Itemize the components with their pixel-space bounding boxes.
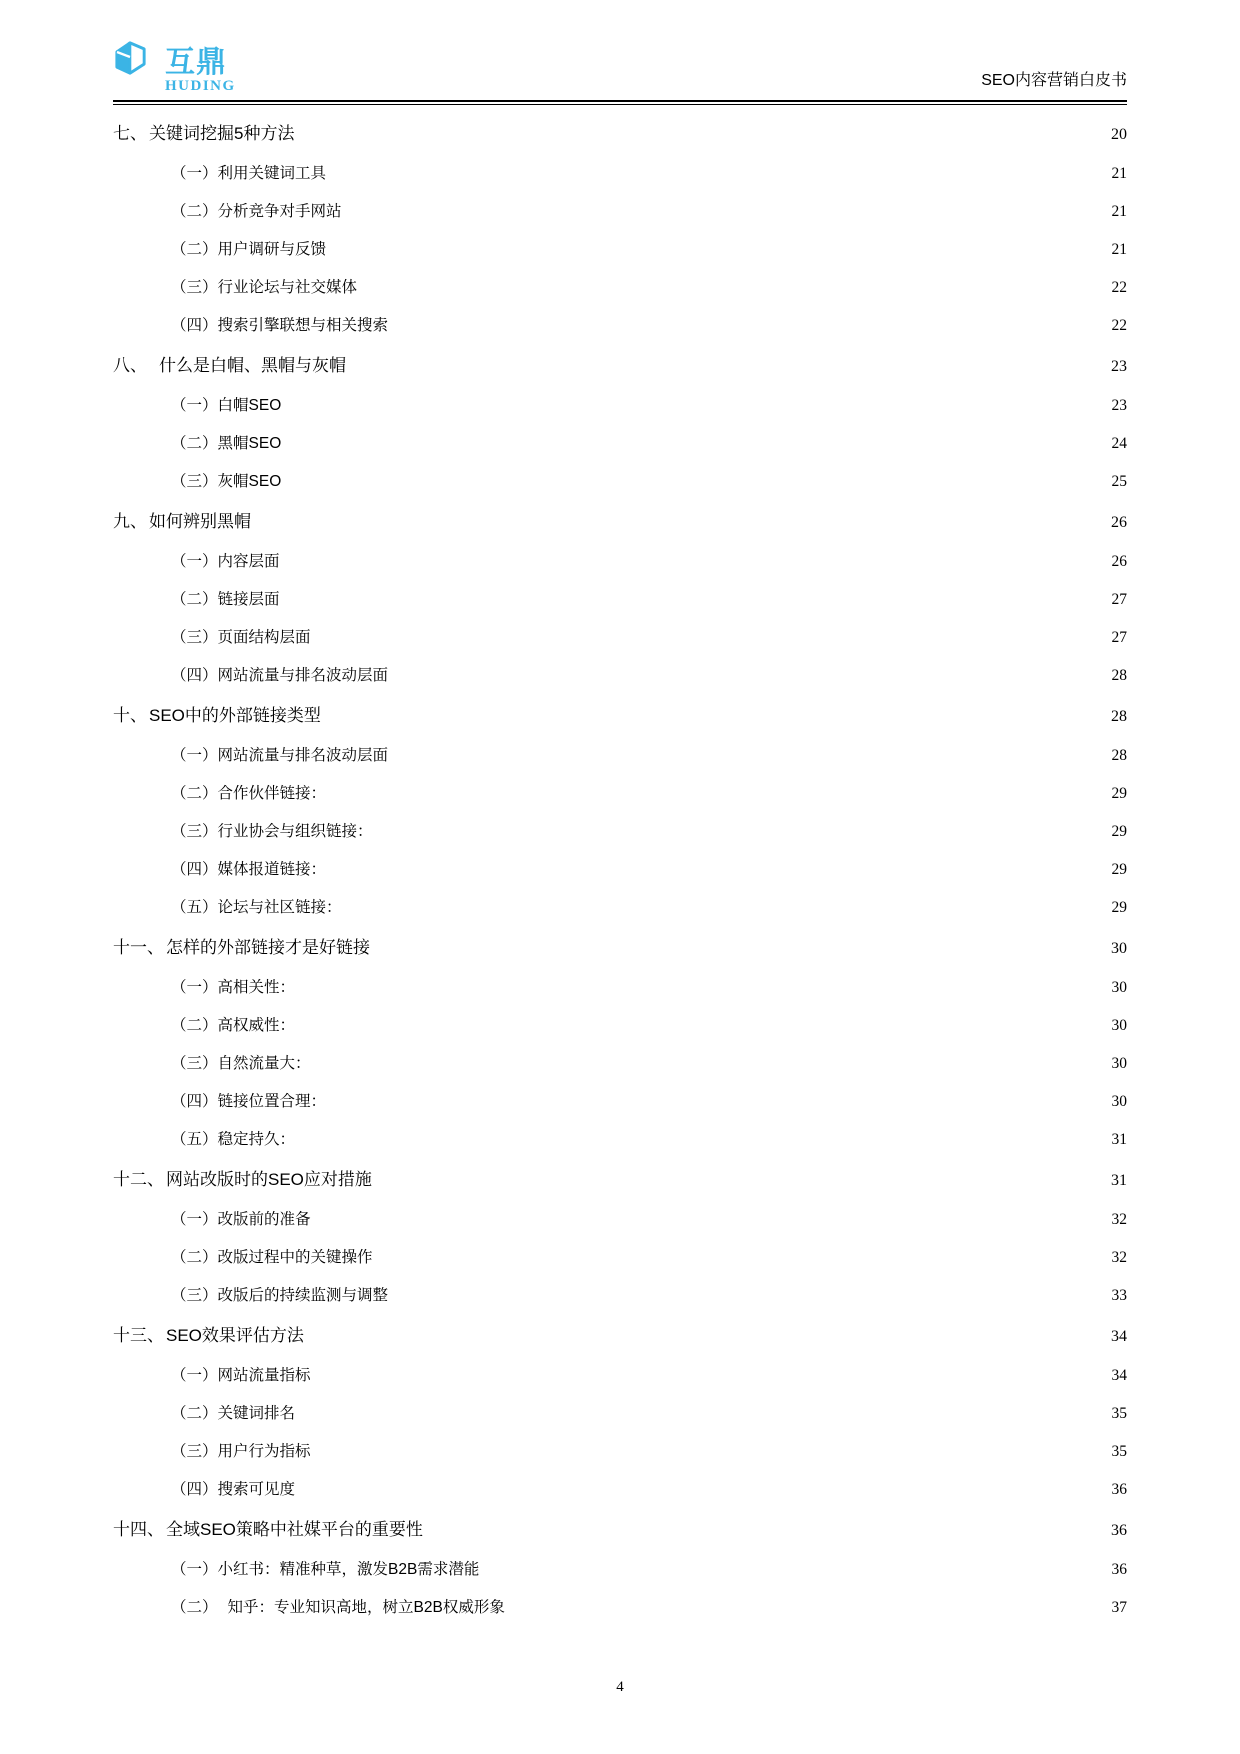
- toc-entry[interactable]: [113, 307, 1127, 345]
- toc-entry-text: 网站改版时的SEO应对措施: [166, 1170, 372, 1189]
- toc-entry-prefix: （二）: [171, 203, 218, 220]
- toc-entry-page: 35: [1111, 1443, 1127, 1460]
- toc-entry-prefix: 十三、: [113, 1326, 164, 1345]
- toc-entry-prefix: （四）: [171, 1093, 218, 1110]
- toc-entry-label: [171, 1045, 311, 1083]
- toc-entry-prefix: （三）: [171, 823, 218, 840]
- toc-entry-label: [171, 657, 388, 695]
- toc-entry-page: 26: [1111, 514, 1127, 531]
- toc-leader-dots: [314, 627, 1104, 643]
- toc-entry-prefix: （五）: [171, 899, 218, 916]
- toc-leader-dots: [345, 201, 1104, 217]
- toc-entry[interactable]: [113, 193, 1127, 231]
- toc-leader-dots: [376, 1247, 1104, 1263]
- toc-entry-page: 23: [1111, 358, 1127, 375]
- toc-entry-prefix: （三）: [171, 1443, 218, 1460]
- toc-entry-prefix: （一）: [171, 979, 218, 996]
- toc-entry-text: 用户行为指标: [217, 1443, 311, 1460]
- toc-entry[interactable]: [113, 1121, 1127, 1159]
- toc-entry-page: 27: [1111, 629, 1127, 646]
- toc-entry-page: 21: [1111, 165, 1127, 182]
- toc-entry[interactable]: [113, 1007, 1127, 1045]
- toc-entry-label: [171, 737, 388, 775]
- toc-entry-label: [113, 1509, 423, 1550]
- toc-entry[interactable]: [113, 619, 1127, 657]
- toc-entry-label: [113, 1159, 372, 1200]
- toc-entry-text: 合作伙伴链接：: [217, 785, 327, 802]
- toc-entry-page: 28: [1111, 708, 1127, 725]
- toc-entry[interactable]: [113, 1589, 1127, 1627]
- toc-entry-page: 22: [1111, 279, 1127, 296]
- toc-entry-text: 网站流量与排名波动层面: [217, 747, 389, 764]
- toc-leader-dots: [298, 1015, 1104, 1031]
- toc-entry-page: 30: [1111, 1017, 1127, 1034]
- toc-entry[interactable]: [113, 501, 1127, 543]
- toc-leader-dots: [298, 1129, 1104, 1145]
- toc-entry[interactable]: [113, 463, 1127, 501]
- toc-entry-prefix: 十一、: [113, 938, 164, 957]
- huding-cube-logo-icon: [113, 38, 159, 78]
- toc-entry-label: [113, 113, 294, 154]
- toc-entry-text: 链接位置合理：: [217, 1093, 327, 1110]
- toc-entry-label: [171, 1433, 311, 1471]
- toc-leader-dots: [391, 315, 1104, 331]
- toc-leader-dots: [329, 239, 1104, 255]
- toc-entry[interactable]: [113, 1357, 1127, 1395]
- toc-entry-text: 高权威性：: [217, 1017, 296, 1034]
- toc-leader-dots: [298, 977, 1104, 993]
- toc-entry-page: 29: [1111, 823, 1127, 840]
- toc-leader-dots: [298, 1479, 1104, 1495]
- toc-entry[interactable]: [113, 1509, 1127, 1551]
- toc-leader-dots: [298, 1403, 1104, 1419]
- toc-entry[interactable]: [113, 1239, 1127, 1277]
- page-header: [113, 0, 1127, 100]
- toc-entry-label: [171, 1551, 479, 1589]
- toc-entry-label: [171, 231, 326, 269]
- toc-entry-page: 21: [1111, 241, 1127, 258]
- toc-entry-label: [171, 1357, 311, 1395]
- toc-entry-prefix: （二）: [171, 1249, 218, 1266]
- toc-entry-prefix: （二）: [171, 435, 218, 452]
- toc-entry-page: 33: [1111, 1287, 1127, 1304]
- toc-leader-dots: [297, 122, 1104, 139]
- toc-entry-text: 怎样的外部链接才是好链接: [166, 938, 370, 957]
- toc-entry-text: 网站流量指标: [217, 1367, 311, 1384]
- toc-leader-dots: [391, 1285, 1104, 1301]
- toc-entry[interactable]: [113, 1433, 1127, 1471]
- toc-entry-page: 31: [1111, 1172, 1127, 1189]
- toc-entry-text: 小红书：精准种草，激发B2B需求潜能: [217, 1561, 480, 1578]
- toc-entry-label: [171, 619, 311, 657]
- toc-entry[interactable]: [113, 1315, 1127, 1357]
- toc-entry-label: [171, 463, 281, 501]
- toc-leader-dots: [360, 277, 1104, 293]
- toc-entry-prefix: （一）: [171, 1211, 218, 1228]
- toc-leader-dots: [283, 589, 1104, 605]
- toc-leader-dots: [329, 859, 1104, 875]
- toc-entry[interactable]: [113, 269, 1127, 307]
- toc-entry-page: 20: [1111, 126, 1127, 143]
- toc-entry-page: 21: [1111, 203, 1127, 220]
- toc-entry-prefix: 十、: [113, 706, 147, 725]
- toc-entry-text: 自然流量大：: [217, 1055, 311, 1072]
- toc-entry-prefix: （四）: [171, 1481, 218, 1498]
- toc-entry-label: [171, 1471, 295, 1509]
- toc-entry-prefix: （一）: [171, 1367, 218, 1384]
- toc-entry[interactable]: [113, 425, 1127, 463]
- toc-entry-page: 32: [1111, 1211, 1127, 1228]
- toc-entry[interactable]: [113, 927, 1127, 969]
- toc-entry-prefix: （一）: [171, 553, 218, 570]
- toc-leader-dots: [307, 1324, 1104, 1341]
- toc-entry-page: 30: [1111, 979, 1127, 996]
- toc-entry-text: 知乎：专业知识高地，树立B2B权威形象: [227, 1599, 505, 1616]
- toc-entry[interactable]: [113, 851, 1127, 889]
- header-divider: [113, 100, 1127, 106]
- toc-entry-label: [171, 1395, 295, 1433]
- toc-entry-prefix: （五）: [171, 1131, 218, 1148]
- toc-entry-page: 23: [1111, 397, 1127, 414]
- logo-chinese-text: 互鼎: [165, 46, 227, 79]
- toc-entry-text: 改版后的持续监测与调整: [217, 1287, 389, 1304]
- toc-entry[interactable]: [113, 543, 1127, 581]
- toc-entry-prefix: （三）: [171, 1287, 218, 1304]
- toc-entry-prefix: （四）: [171, 861, 218, 878]
- toc-entry-page: 35: [1111, 1405, 1127, 1422]
- toc-leader-dots: [324, 704, 1104, 721]
- toc-entry-page: 34: [1111, 1328, 1127, 1345]
- toc-entry-prefix: （一）: [171, 397, 218, 414]
- toc-entry-prefix: （四）: [171, 317, 218, 334]
- toc-entry-prefix: （三）: [171, 473, 218, 490]
- toc-leader-dots: [329, 163, 1104, 179]
- toc-entry[interactable]: [113, 1201, 1127, 1239]
- toc-leader-dots: [349, 354, 1104, 371]
- toc-leader-dots: [284, 433, 1104, 449]
- page-number: 4: [616, 1679, 624, 1695]
- toc-entry-page: 26: [1111, 553, 1127, 570]
- toc-entry[interactable]: [113, 387, 1127, 425]
- toc-entry[interactable]: [113, 113, 1127, 155]
- toc-entry-label: [171, 889, 342, 927]
- toc-entry-label: [113, 927, 370, 968]
- toc-leader-dots: [314, 1365, 1104, 1381]
- toc-entry-text: 行业论坛与社交媒体: [217, 279, 358, 296]
- toc-entry-prefix: （二）: [171, 1405, 218, 1422]
- toc-entry-text: 媒体报道链接：: [217, 861, 327, 878]
- toc-entry-label: [171, 1589, 505, 1627]
- toc-entry-text: SEO效果评估方法: [166, 1326, 304, 1345]
- toc-entry-prefix: （二）: [171, 241, 218, 258]
- toc-leader-dots: [391, 665, 1104, 681]
- toc-leader-dots: [284, 395, 1104, 411]
- toc-leader-dots: [345, 897, 1104, 913]
- toc-leader-dots: [391, 745, 1104, 761]
- toc-entry[interactable]: [113, 889, 1127, 927]
- toc-entry-text: 搜索引擎联想与相关搜索: [217, 317, 389, 334]
- toc-leader-dots: [283, 551, 1104, 567]
- toc-entry-prefix: （一）: [171, 165, 218, 182]
- toc-entry-page: 28: [1111, 667, 1127, 684]
- toc-entry-text: 内容层面: [217, 553, 280, 570]
- toc-entry-label: [171, 1277, 388, 1315]
- toc-entry-text: 页面结构层面: [217, 629, 311, 646]
- toc-entry-prefix: （一）: [171, 1561, 218, 1578]
- toc-entry-page: 34: [1111, 1367, 1127, 1384]
- toc-leader-dots: [314, 1209, 1104, 1225]
- toc-entry-text: 黑帽SEO: [217, 435, 282, 452]
- toc-entry-label: [171, 1083, 326, 1121]
- toc-entry[interactable]: [113, 1551, 1127, 1589]
- toc-entry[interactable]: [113, 1277, 1127, 1315]
- toc-entry-text: 行业协会与组织链接：: [217, 823, 373, 840]
- toc-entry-text: 网站流量与排名波动层面: [217, 667, 389, 684]
- toc-entry-label: [171, 1239, 373, 1277]
- table-of-contents: [113, 113, 1127, 1627]
- toc-entry-label: [171, 851, 326, 889]
- toc-entry-label: [171, 813, 373, 851]
- brand-logo: [113, 38, 236, 94]
- toc-entry-label: [113, 1315, 304, 1356]
- toc-entry-prefix: （二）: [171, 1599, 218, 1616]
- logo-english-text: HUDING: [165, 78, 236, 94]
- toc-entry-prefix: 九、: [113, 512, 147, 531]
- toc-leader-dots: [314, 1441, 1104, 1457]
- toc-entry[interactable]: [113, 695, 1127, 737]
- toc-entry-label: [171, 543, 280, 581]
- toc-entry-text: 灰帽SEO: [217, 473, 282, 490]
- toc-entry-page: 30: [1111, 1055, 1127, 1072]
- toc-entry-label: [113, 501, 251, 542]
- toc-entry-label: [171, 269, 357, 307]
- toc-leader-dots: [329, 783, 1104, 799]
- toc-leader-dots: [373, 936, 1104, 953]
- toc-entry-label: [171, 1201, 311, 1239]
- toc-entry-prefix: （二）: [171, 1017, 218, 1034]
- toc-entry-label: [171, 307, 388, 345]
- toc-leader-dots: [284, 471, 1104, 487]
- toc-entry-label: [113, 345, 346, 386]
- toc-leader-dots: [482, 1559, 1104, 1575]
- toc-entry-text: 全域SEO策略中社媒平台的重要性: [166, 1520, 423, 1539]
- toc-entry-text: 关键词排名: [217, 1405, 296, 1422]
- toc-entry[interactable]: [113, 737, 1127, 775]
- toc-entry-label: [171, 969, 295, 1007]
- toc-entry-page: 32: [1111, 1249, 1127, 1266]
- toc-entry-text: 利用关键词工具: [217, 165, 327, 182]
- toc-leader-dots: [376, 821, 1104, 837]
- toc-leader-dots: [375, 1168, 1104, 1185]
- toc-entry-text: 如何辨别黑帽: [149, 512, 251, 531]
- toc-entry-page: 28: [1111, 747, 1127, 764]
- toc-entry-prefix: 十四、: [113, 1520, 164, 1539]
- toc-entry-label: [171, 193, 342, 231]
- toc-entry[interactable]: [113, 813, 1127, 851]
- toc-entry[interactable]: [113, 1471, 1127, 1509]
- toc-entry-text: 搜索可见度: [217, 1481, 296, 1498]
- toc-entry-text: SEO中的外部链接类型: [149, 706, 321, 725]
- toc-entry-label: [171, 775, 326, 813]
- toc-entry-label: [171, 581, 280, 619]
- toc-entry-page: 31: [1111, 1131, 1127, 1148]
- toc-leader-dots: [426, 1518, 1104, 1535]
- toc-entry-prefix: （三）: [171, 279, 218, 296]
- toc-entry[interactable]: [113, 969, 1127, 1007]
- toc-entry-text: 分析竞争对手网站: [217, 203, 342, 220]
- toc-leader-dots: [329, 1091, 1104, 1107]
- toc-entry-prefix: （三）: [171, 1055, 218, 1072]
- toc-entry-page: 37: [1111, 1599, 1127, 1616]
- toc-entry-label: [171, 387, 281, 425]
- toc-entry-label: [171, 1121, 295, 1159]
- toc-entry-text: 什么是白帽、黑帽与灰帽: [159, 356, 346, 375]
- toc-entry[interactable]: [113, 1083, 1127, 1121]
- toc-entry-text: 论坛与社区链接：: [217, 899, 342, 916]
- toc-entry-prefix: （四）: [171, 667, 218, 684]
- toc-entry-text: 白帽SEO: [217, 397, 282, 414]
- logo-row: [113, 38, 227, 78]
- toc-entry-page: 29: [1111, 785, 1127, 802]
- toc-entry-label: [171, 1007, 295, 1045]
- toc-entry[interactable]: [113, 1045, 1127, 1083]
- toc-entry[interactable]: [113, 1159, 1127, 1201]
- toc-entry-prefix: （二）: [171, 785, 218, 802]
- toc-entry-page: 24: [1111, 435, 1127, 452]
- toc-entry[interactable]: [113, 581, 1127, 619]
- toc-entry-prefix: （三）: [171, 629, 218, 646]
- toc-entry-prefix: （二）: [171, 591, 218, 608]
- toc-entry-page: 29: [1111, 899, 1127, 916]
- toc-leader-dots: [314, 1053, 1104, 1069]
- toc-entry[interactable]: [113, 231, 1127, 269]
- toc-entry-text: 高相关性：: [217, 979, 296, 996]
- toc-entry-text: 改版过程中的关键操作: [217, 1249, 373, 1266]
- toc-entry-page: 25: [1111, 473, 1127, 490]
- toc-leader-dots: [508, 1597, 1104, 1613]
- document-title: SEO内容营销白皮书: [981, 72, 1127, 89]
- toc-entry-text: 改版前的准备: [217, 1211, 311, 1228]
- toc-entry-text: 关键词挖掘5种方法: [149, 124, 295, 143]
- toc-entry-page: 36: [1111, 1561, 1127, 1578]
- toc-entry-page: 29: [1111, 861, 1127, 878]
- toc-entry[interactable]: [113, 345, 1127, 387]
- toc-entry-page: 30: [1111, 1093, 1127, 1110]
- toc-entry-page: 27: [1111, 591, 1127, 608]
- toc-leader-dots: [254, 510, 1104, 527]
- toc-entry-text: 稳定持久：: [217, 1131, 296, 1148]
- toc-entry-prefix: （一）: [171, 747, 218, 764]
- toc-entry[interactable]: [113, 775, 1127, 813]
- toc-entry-label: [113, 695, 321, 736]
- toc-entry-page: 36: [1111, 1522, 1127, 1539]
- toc-entry-prefix: 十二、: [113, 1170, 164, 1189]
- toc-entry-text: 用户调研与反馈: [217, 241, 327, 258]
- toc-entry-page: 22: [1111, 317, 1127, 334]
- toc-entry-page: 30: [1111, 940, 1127, 957]
- toc-entry-label: [171, 155, 326, 193]
- toc-entry[interactable]: [113, 657, 1127, 695]
- toc-entry-prefix: 八、: [113, 356, 147, 375]
- toc-entry[interactable]: [113, 1395, 1127, 1433]
- toc-entry-label: [171, 425, 281, 463]
- toc-entry-text: 链接层面: [217, 591, 280, 608]
- toc-entry[interactable]: [113, 155, 1127, 193]
- toc-entry-prefix: 七、: [113, 124, 147, 143]
- toc-entry-page: 36: [1111, 1481, 1127, 1498]
